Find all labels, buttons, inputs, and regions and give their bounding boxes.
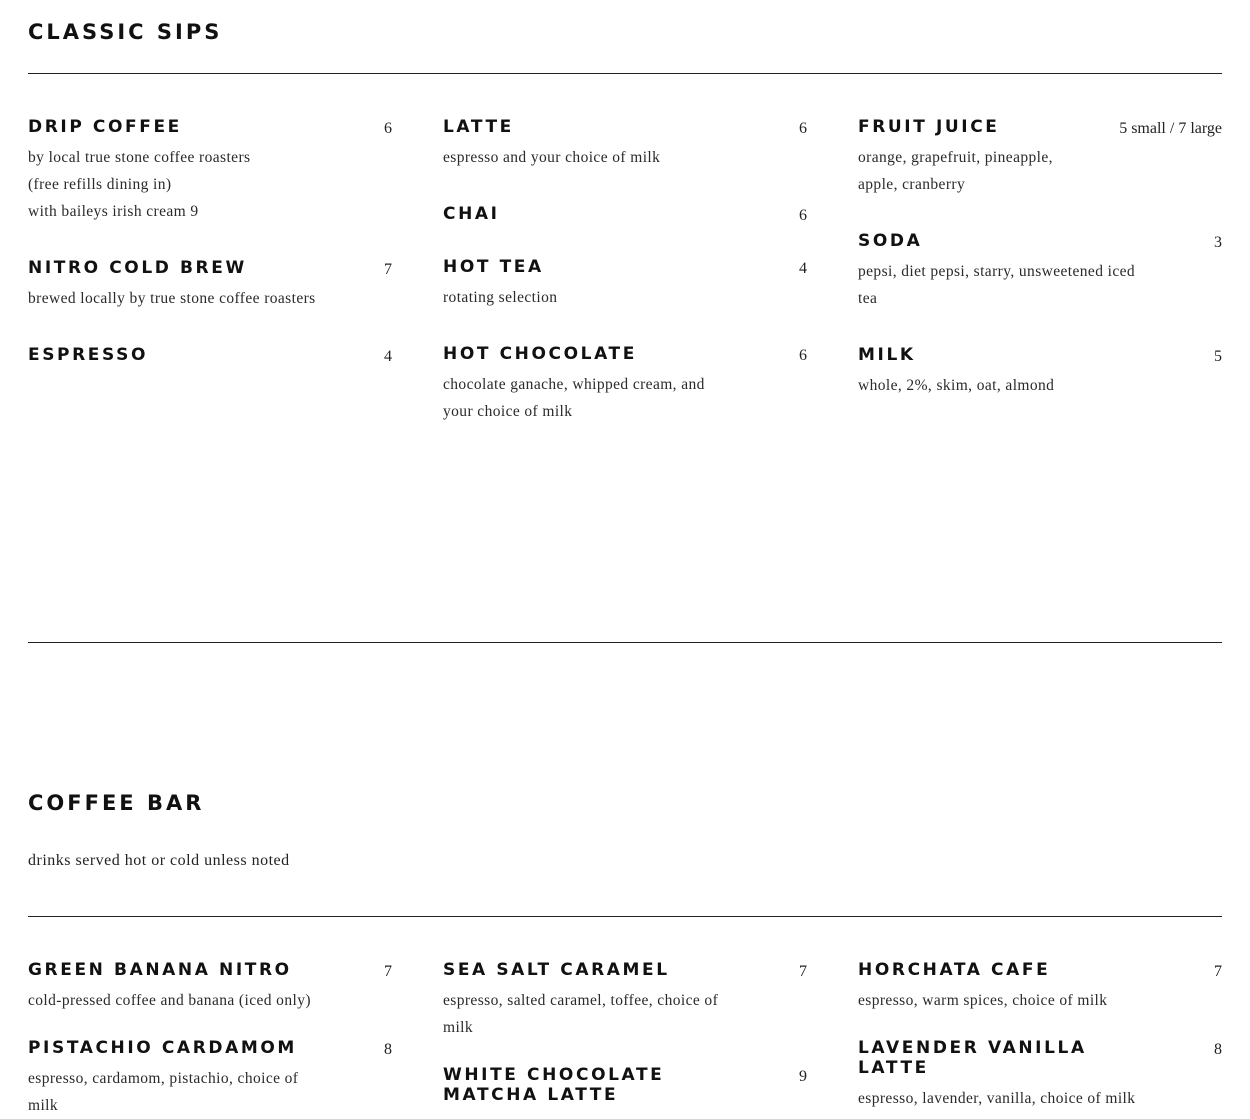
section-title-classic-sips: CLASSIC SIPS — [28, 20, 223, 44]
menu-column — [28, 117, 392, 365]
section-note: drinks served hot or cold unless noted — [28, 852, 290, 869]
menu-item — [443, 257, 807, 311]
item-price: 6 — [799, 207, 807, 224]
item-name: HORCHATA CAFE — [858, 960, 1051, 980]
menu-item — [28, 345, 392, 365]
item-price: 7 — [384, 261, 392, 278]
description-line: brewed locally by true stone coffee roasters — [28, 290, 316, 307]
item-price: 4 — [384, 348, 392, 365]
item-price: 6 — [799, 347, 807, 364]
item-description — [28, 285, 392, 312]
item-name: HOT CHOCOLATE — [443, 344, 637, 364]
menu-item — [443, 1065, 807, 1105]
item-name: LATTE — [443, 117, 514, 137]
description-line: (free refills dining in) — [28, 176, 172, 193]
item-name: ESPRESSO — [28, 345, 148, 365]
item-price: 7 — [1214, 963, 1222, 980]
description-line: milk — [443, 1019, 474, 1036]
item-name: GREEN BANANA NITRO — [28, 960, 292, 980]
menu-item — [28, 960, 392, 1014]
menu-column — [858, 117, 1222, 399]
description-line: chocolate ganache, whipped cream, and — [443, 376, 705, 393]
item-name: SEA SALT CARAMEL — [443, 960, 670, 980]
description-line: your choice of milk — [443, 403, 573, 420]
item-price: 6 — [799, 120, 807, 137]
item-description — [858, 1085, 1222, 1112]
description-line: cold-pressed coffee and banana (iced only) — [28, 992, 311, 1009]
item-name: MILK — [858, 345, 916, 365]
section-title-coffee-bar: COFFEE BAR — [28, 791, 205, 815]
item-name: WHITE CHOCOLATE MATCHA LATTE — [443, 1065, 665, 1105]
item-description — [443, 987, 807, 1041]
item-price: 4 — [799, 260, 807, 277]
description-line: rotating selection — [443, 289, 558, 306]
description-line: espresso, lavender, vanilla, choice of milk — [858, 1090, 1136, 1107]
menu-column — [443, 960, 807, 1105]
item-description — [28, 144, 392, 225]
menu-item — [28, 117, 392, 225]
menu-item — [858, 117, 1222, 198]
divider — [28, 642, 1222, 643]
divider — [28, 73, 1222, 74]
item-name: LAVENDER VANILLA LATTE — [858, 1038, 1087, 1078]
menu-column — [28, 960, 392, 1119]
divider — [28, 916, 1222, 917]
menu-item — [443, 344, 807, 425]
menu-item — [443, 117, 807, 171]
menu-column — [443, 117, 807, 425]
item-price: 8 — [1214, 1041, 1222, 1058]
description-line: milk — [28, 1097, 59, 1114]
item-description — [28, 987, 392, 1014]
menu-item — [28, 1038, 392, 1119]
menu-item — [443, 204, 807, 224]
item-price: 3 — [1214, 234, 1222, 251]
menu-column — [858, 960, 1222, 1112]
item-description — [443, 371, 807, 425]
item-name: HOT TEA — [443, 257, 544, 277]
item-price: 5 small / 7 large — [1119, 120, 1222, 137]
menu-item — [858, 345, 1222, 399]
item-name: CHAI — [443, 204, 500, 224]
description-line: espresso and your choice of milk — [443, 149, 661, 166]
description-line: espresso, cardamom, pistachio, choice of — [28, 1070, 299, 1087]
description-line: pepsi, diet pepsi, starry, unsweetened iced — [858, 263, 1136, 280]
item-description — [858, 372, 1222, 399]
menu-item — [443, 960, 807, 1041]
menu-item — [858, 960, 1222, 1014]
item-price: 8 — [384, 1041, 392, 1058]
item-description — [858, 987, 1222, 1014]
menu-item — [858, 1038, 1222, 1112]
menu-item — [28, 258, 392, 312]
item-description — [858, 144, 1222, 198]
item-name: SODA — [858, 231, 923, 251]
item-description — [443, 144, 807, 171]
item-price: 7 — [384, 963, 392, 980]
description-line: apple, cranberry — [858, 176, 966, 193]
item-description — [28, 1065, 392, 1119]
description-line: espresso, warm spices, choice of milk — [858, 992, 1108, 1009]
item-name: FRUIT JUICE — [858, 117, 1000, 137]
item-price: 6 — [384, 120, 392, 137]
description-line: whole, 2%, skim, oat, almond — [858, 377, 1055, 394]
description-line: orange, grapefruit, pineapple, — [858, 149, 1053, 166]
description-line: by local true stone coffee roasters — [28, 149, 251, 166]
description-line: with baileys irish cream 9 — [28, 203, 199, 220]
description-line: tea — [858, 290, 878, 307]
item-description — [443, 284, 807, 311]
description-line: espresso, salted caramel, toffee, choice of — [443, 992, 719, 1009]
item-name: PISTACHIO CARDAMOM — [28, 1038, 297, 1058]
item-price: 9 — [799, 1068, 807, 1085]
item-price: 7 — [799, 963, 807, 980]
menu-item — [858, 231, 1222, 312]
item-name: NITRO COLD BREW — [28, 258, 247, 278]
item-name: DRIP COFFEE — [28, 117, 182, 137]
item-description — [858, 258, 1222, 312]
item-price: 5 — [1214, 348, 1222, 365]
